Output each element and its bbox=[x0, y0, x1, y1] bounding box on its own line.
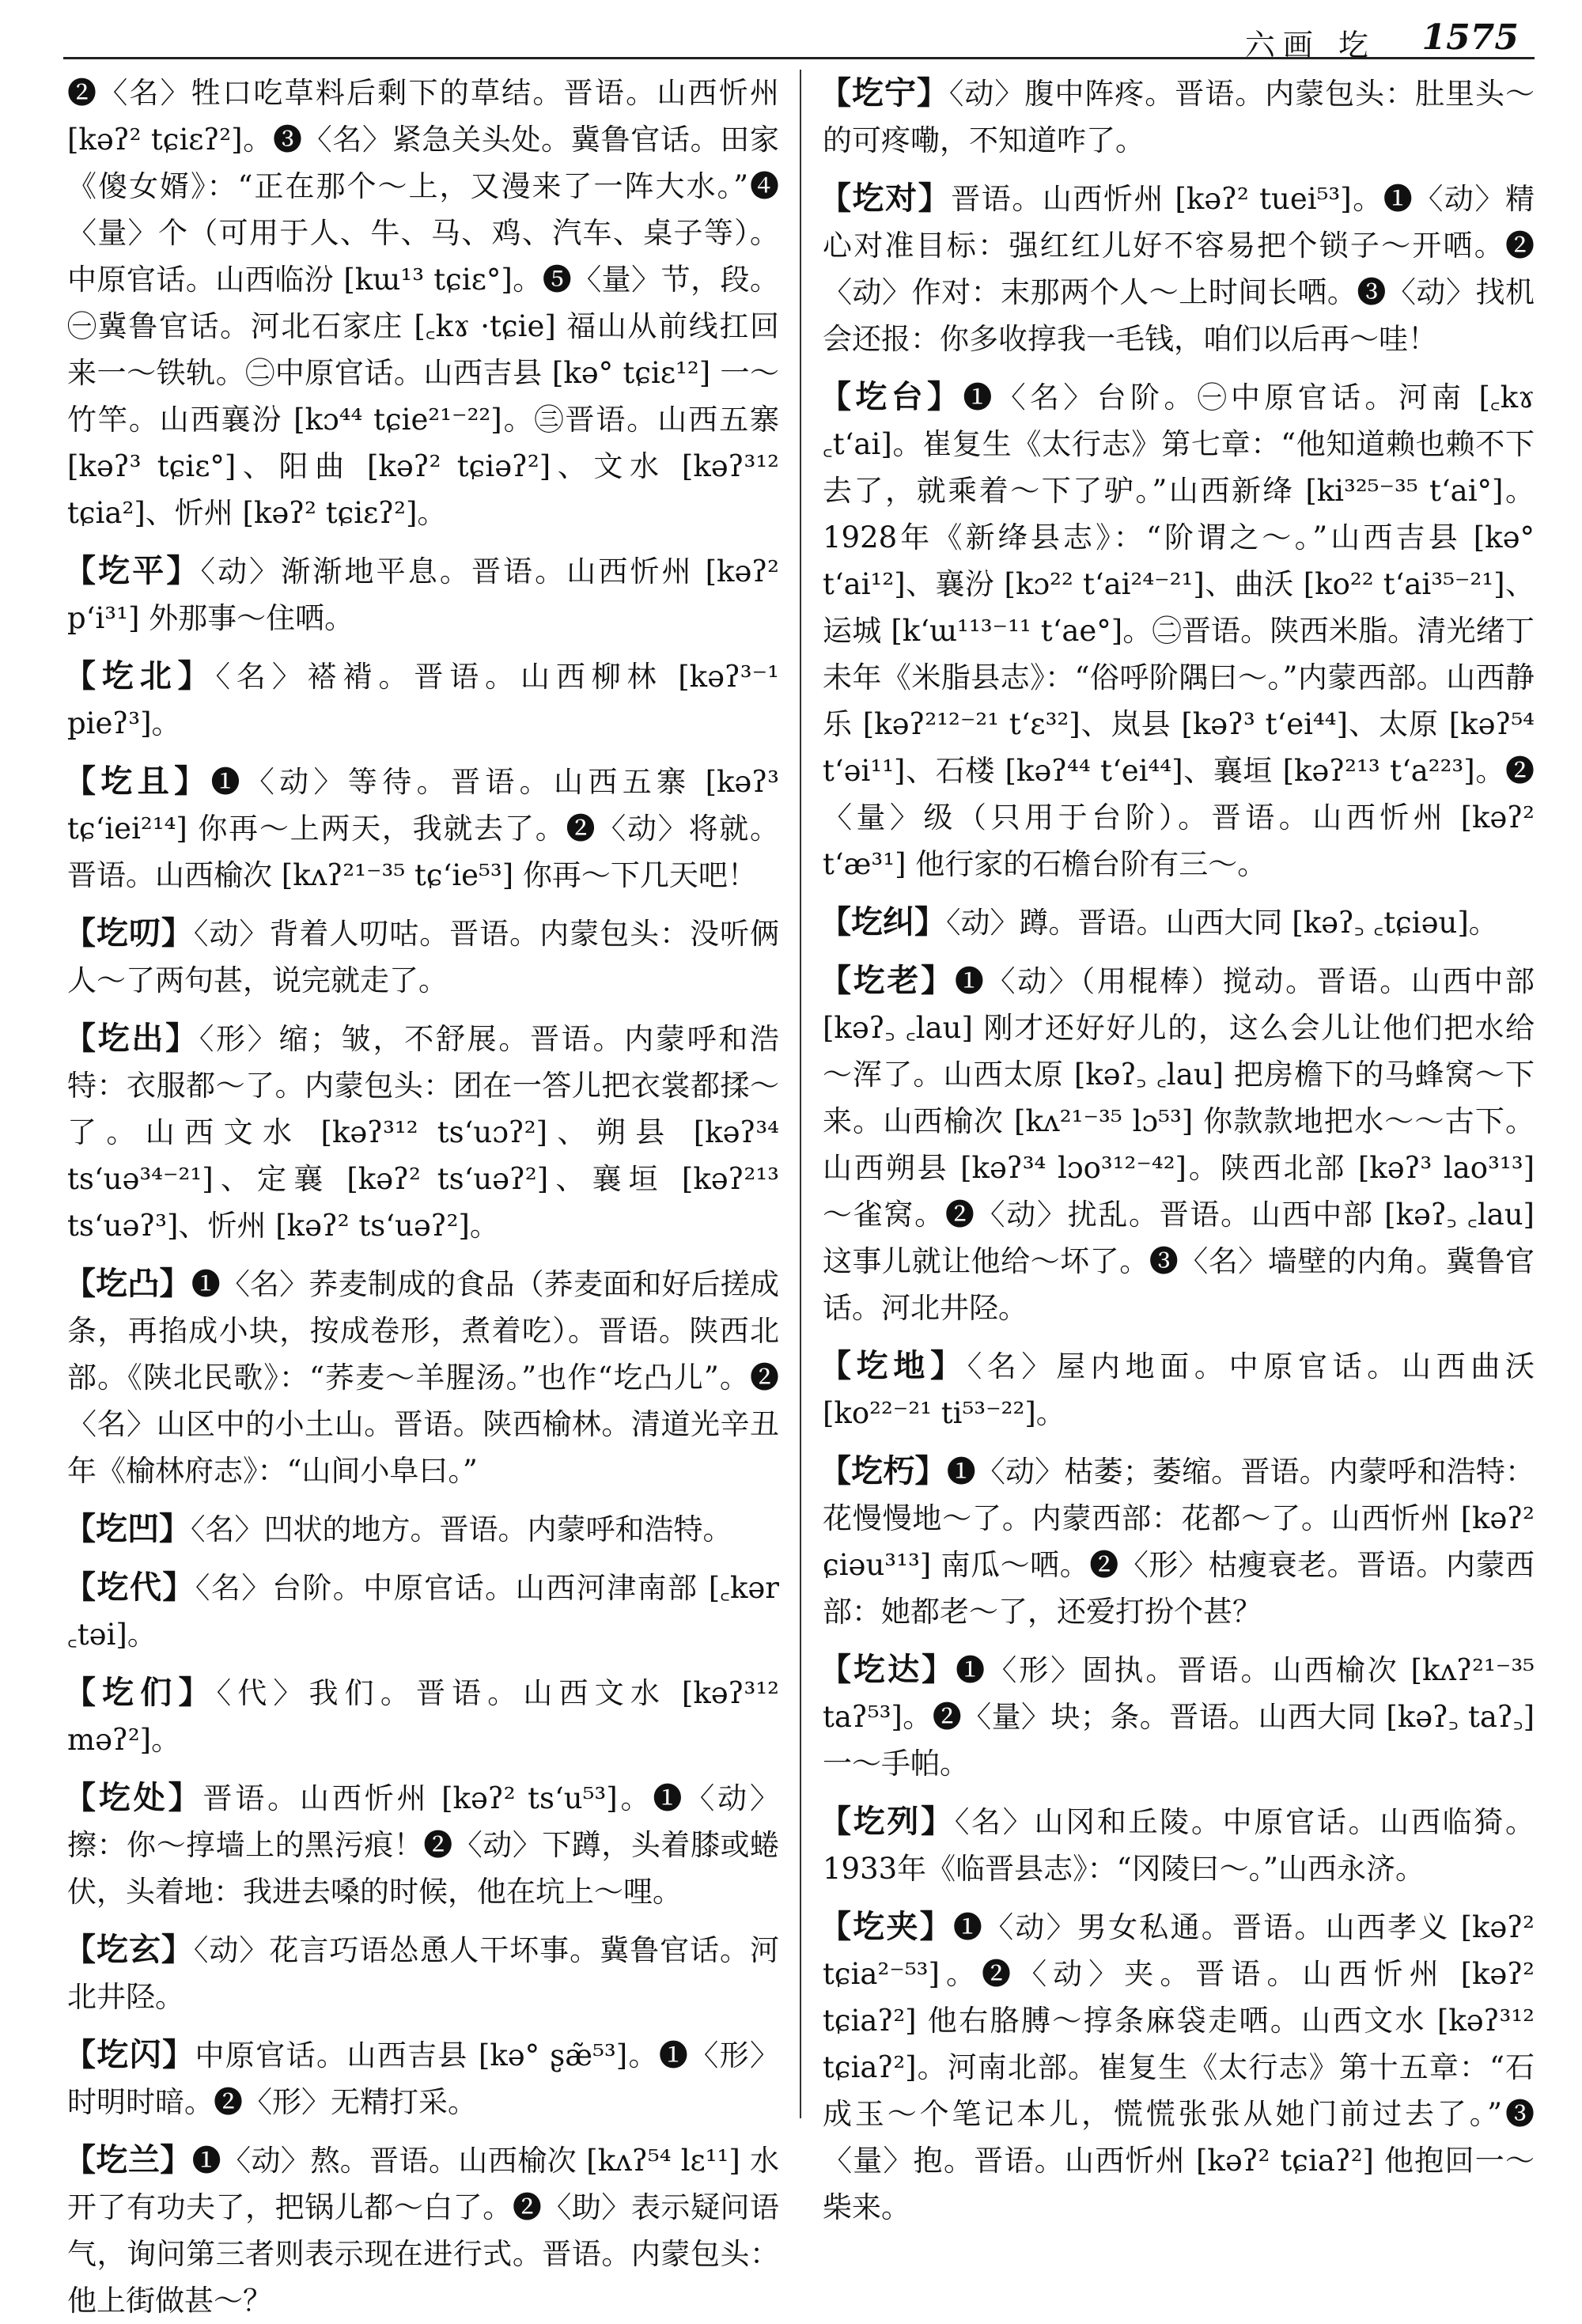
entry-body: ❶〈动〉枯萎；萎缩。晋语。内蒙呼和浩特：花慢慢地～了。内蒙西部：花都～了。山西忻州 [kəʔ² ɕiəu³¹³] 南瓜～哂。❷〈形〉枯瘦衰老。晋语。内蒙西部：她都老～了，还爱打扮个甚？ bbox=[823, 1455, 1535, 1629]
entry-body: 〈名〉台阶。中原官话。山西河津南部 [꜀kər ꜀təi]。 bbox=[67, 1571, 779, 1652]
dictionary-entry bbox=[64, 1564, 779, 1658]
entry-headword: 【圪老】 bbox=[819, 962, 955, 999]
entry-body: ❶〈形〉固执。晋语。山西榆次 [kʌʔ²¹⁻³⁵ taʔ⁵³]。❷〈量〉块；条。晋语。山西大同 [kəʔ꜆ taʔ꜆] 一～手帕。 bbox=[823, 1653, 1535, 1781]
entry-headword: 【圪达】 bbox=[819, 1651, 956, 1688]
entry-body: 〈动〉腹中阵疼。晋语。内蒙包头：肚里头～的可疼嘞，不知道咋了。 bbox=[823, 77, 1535, 157]
entry-headword: 【圪闪】 bbox=[64, 2036, 195, 2073]
entry-headword: 【圪地】 bbox=[819, 1347, 967, 1384]
dictionary-entry bbox=[819, 175, 1535, 362]
dictionary-entry bbox=[819, 1448, 1535, 1635]
entry-headword: 【圪代】 bbox=[64, 1569, 195, 1606]
entry-headword: 【圪对】 bbox=[819, 180, 952, 217]
dictionary-entry bbox=[819, 1903, 1535, 2231]
dictionary-entry bbox=[64, 1505, 779, 1553]
entry-headword: 【圪且】 bbox=[64, 763, 211, 800]
entry-body: ❶〈名〉台阶。㊀中原官话。河南 [꜀kɤ ꜀tʻai]。崔复生《太行志》第七章：“他知道赖也赖不下去了，就乘着～下了驴。”山西新绛 [ki³²⁵⁻³⁵ tʻai°]。1928年《新绛县志》：“阶谓之～。”山西吉县 [kə° tʻai¹²]、襄汾 [kɔ²² tʻai²⁴⁻²¹]、曲沃 [ko²² tʻai³⁵⁻²¹]、运城 [kʻɯ¹¹³⁻¹¹ tʻae°]。㊁晋语。陕西米脂。清光绪丁未年《米脂县志》：“俗呼阶隅曰～。”内蒙西部。山西静乐 [kəʔ²¹²⁻²¹ tʻɛ³²]、岚县 [kəʔ³ tʻei⁴⁴]、太原 [kəʔ⁵⁴ tʻəi¹¹]、石楼 [kəʔ⁴⁴ tʻei⁴⁴]、襄垣 [kəʔ²¹³ tʻa²²³]。❷〈量〉级（只用于台阶）。晋语。山西忻州 [kəʔ² tʻæ³¹] 他行家的石檐台阶有三～。 bbox=[823, 380, 1535, 881]
entry-body: 〈动〉蹲。晋语。山西大同 [kəʔ꜆ ꜀tɕiəu]。 bbox=[946, 906, 1498, 940]
dictionary-entry bbox=[64, 1774, 779, 1915]
entry-body: 〈名〉山冈和丘陵。中原官话。山西临猗。1933年《临晋县志》：“冈陵曰～。”山西永济。 bbox=[823, 1805, 1535, 1886]
dictionary-entry bbox=[64, 1669, 779, 1763]
dictionary-entry bbox=[819, 899, 1535, 946]
right-column bbox=[819, 70, 1535, 2224]
column-divider bbox=[800, 70, 801, 2118]
entry-headword: 【圪台】 bbox=[819, 378, 963, 415]
dictionary-entry bbox=[819, 1342, 1535, 1436]
dictionary-entry bbox=[64, 1015, 780, 1249]
entry-body: 〈名〉褡褙。晋语。山西柳林 [kəʔ³⁻¹ pieʔ³]。 bbox=[67, 660, 779, 740]
entry-headword: 【圪平】 bbox=[64, 552, 201, 589]
dictionary-entry bbox=[819, 373, 1535, 888]
dictionary-entry bbox=[64, 2031, 780, 2125]
entry-headword: 【圪凹】 bbox=[64, 1510, 191, 1547]
entry-body: 〈名〉屋内地面。中原官话。山西曲沃 [ko²²⁻²¹ ti⁵³⁻²²]。 bbox=[823, 1349, 1535, 1430]
page-header bbox=[63, 8, 1535, 63]
entry-body: ❶〈动〉男女私通。晋语。山西孝义 [kəʔ² tɕia²⁻⁵³]。❷〈动〉夹。晋语。山西忻州 [kəʔ² tɕiaʔ²] 他右胳膊～㨃条麻袋走哂。山西文水 [kəʔ³¹² tɕiaʔ²]。河南北部。崔复生《太行志》第十五章：“石成玉～个笔记本儿，慌慌张张从她门前过去了。”❸〈量〉抱。晋语。山西忻州 [kəʔ² tɕiaʔ²] 他抱回一～柴来。 bbox=[823, 1910, 1535, 2224]
entry-headword: 【圪出】 bbox=[64, 1020, 199, 1057]
entry-headword: 【圪叨】 bbox=[64, 914, 194, 952]
entry-body: ❶〈动〉等待。晋语。山西五寨 [kəʔ³ tɕʻiei²¹⁴] 你再～上两天，我就去了。❷〈动〉将就。晋语。山西榆次 [kʌʔ²¹⁻³⁵ tɕʻie⁵³] 你再～下几天吧！ bbox=[67, 765, 779, 892]
entry-body: ❷〈名〉牲口吃草料后剩下的草结。晋语。山西忻州 [kəʔ² tɕiɛʔ²]。❸〈名〉紧急关头处。冀鲁官话。田家《傻女婿》：“正在那个～上，又漫来了一阵大水。”❹〈量〉个（可用于人、牛、马、鸡、汽车、桌子等）。中原官话。山西临汾 [kɯ¹³ tɕiɛ°]。❺〈量〉节，段。㊀冀鲁官话。河北石家庄 [꜀kɤ ·tɕie] 福山从前线扛回来一～铁轨。㊁中原官话。山西吉县 [kə° tɕiɛ¹²] 一～竹竿。山西襄汾 [kɔ⁴⁴ tɕie²¹⁻²²]。㊂晋语。山西五寨 [kəʔ³ tɕiɛ°]、阳曲 [kəʔ² tɕiəʔ²]、文水 [kəʔ³¹² tɕia²]、忻州 [kəʔ² tɕiɛʔ²]。 bbox=[67, 76, 779, 530]
dictionary-entry bbox=[819, 70, 1535, 164]
entry-body: ❶〈动〉（用棍棒）搅动。晋语。山西中部 [kəʔ꜆ ꜀lau] 刚才还好好儿的，这么会儿让他们把水给～浑了。山西太原 [kəʔ꜆ ꜀lau] 把房檐下的马蜂窝～下来。山西榆次 [kʌ²¹⁻³⁵ lɔ⁵³] 你款款地把水～～古下。山西朔县 [kəʔ³⁴ lɔo³¹²⁻⁴²]。陕西北部 [kəʔ³ lao³¹³] ～雀窝。❷〈动〉扰乱。晋语。山西中部 [kəʔ꜆ ꜀lau] 这事儿就让他给～坏了。❸〈名〉墙壁的内角。冀鲁官话。河北井陉。 bbox=[823, 964, 1535, 1325]
entry-body: 〈动〉花言巧语怂恿人干坏事。冀鲁官话。河北井陉。 bbox=[67, 1933, 780, 2014]
dictionary-entry bbox=[819, 957, 1535, 1331]
entry-headword: 【圪朽】 bbox=[819, 1452, 947, 1489]
entry-headword: 【圪玄】 bbox=[64, 1931, 194, 1968]
entry-body: 〈名〉凹状的地方。晋语。内蒙呼和浩特。 bbox=[191, 1512, 732, 1546]
dictionary-entry bbox=[64, 1260, 780, 1494]
entry-headword: 【圪处】 bbox=[64, 1779, 203, 1816]
dictionary-entry bbox=[819, 1646, 1535, 1787]
running-head: 六画 圪 bbox=[1244, 28, 1376, 62]
header-rule bbox=[63, 57, 1535, 59]
entry-headword: 【圪凸】 bbox=[64, 1265, 191, 1302]
entry-headword: 【圪纠】 bbox=[819, 903, 946, 941]
entry-body: 晋语。山西忻州 [kəʔ² tsʻu⁵³]。❶〈动〉擦：你～㨃墙上的黑污痕！❷〈动〉下蹲，头着膝或蜷伏，头着地：我进去嗓的时候，他在坑上～哩。 bbox=[67, 1781, 779, 1909]
dictionary-entry bbox=[64, 1926, 780, 2020]
entry-body: 晋语。山西忻州 [kəʔ² tuei⁵³]。❶〈动〉精心对准目标：强红红儿好不容易把个锁子～开哂。❷〈动〉作对：末那两个人～上时间长哂。❸〈动〉找机会还报：你多收㨃我一毛钱，咱们以后再～哇！ bbox=[823, 182, 1535, 356]
entry-headword: 【圪列】 bbox=[819, 1803, 955, 1840]
entry-body: 〈动〉渐渐地平息。晋语。山西忻州 [kəʔ² pʻi³¹] 外那事～住哂。 bbox=[67, 555, 780, 635]
entry-headword: 【圪们】 bbox=[64, 1674, 217, 1711]
entry-headword: 【圪北】 bbox=[64, 657, 216, 695]
entry-body: ❶〈动〉熬。晋语。山西榆次 [kʌʔ⁵⁴ lɛ¹¹] 水开了有功夫了，把锅儿都～白了。❷〈助〉表示疑问语气，询问第三者则表示现在进行式。晋语。内蒙包头：他上街做甚～？ bbox=[67, 2144, 779, 2318]
entry-headword: 【圪夹】 bbox=[819, 1908, 953, 1945]
entry-headword: 【圪兰】 bbox=[64, 2141, 192, 2178]
page-number: 1575 bbox=[1421, 17, 1519, 58]
entry-body: ❶〈名〉荞麦制成的食品（荞麦面和好后搓成条，再掐成小块，按成卷形，煮着吃）。晋语。陕西北部。《陕北民歌》：“荞麦～羊腥汤。”也作“圪凸儿”。❷〈名〉山区中的小土山。晋语。陕西榆林。清道光辛丑年《榆林府志》：“山间小阜曰。” bbox=[67, 1267, 780, 1488]
left-column bbox=[64, 70, 780, 2318]
dictionary-entry-continued bbox=[67, 70, 779, 536]
dictionary-entry bbox=[64, 2137, 779, 2324]
entry-body: 〈形〉缩；皱，不舒展。晋语。内蒙呼和浩特：衣服都～了。内蒙包头：团在一答儿把衣裳都揉～了。山西文水 [kəʔ³¹² tsʻuɔʔ²]、朔县 [kəʔ³⁴ tsʻuə³⁴⁻²¹]、定襄 [kəʔ² tsʻuəʔ²]、襄垣 [kəʔ²¹³ tsʻuəʔ³]、忻州 [kəʔ² tsʻuəʔ²]。 bbox=[67, 1022, 780, 1243]
entry-body: 中原官话。山西吉县 [kə° ʂæ̃⁵³]。❶〈形〉时明时暗。❷〈形〉无精打采。 bbox=[67, 2038, 780, 2119]
dictionary-entry bbox=[64, 758, 779, 899]
entry-headword: 【圪宁】 bbox=[819, 74, 949, 112]
dictionary-entry bbox=[64, 547, 780, 642]
dictionary-entry bbox=[819, 1798, 1535, 1892]
dictionary-entry bbox=[64, 653, 779, 747]
entry-body: 〈动〉背着人叨咕。晋语。内蒙包头：没听俩人～了两句甚，说完就走了。 bbox=[67, 917, 780, 997]
entry-body: 〈代〉我们。晋语。山西文水 [kəʔ³¹² məʔ²]。 bbox=[67, 1676, 779, 1757]
dictionary-entry bbox=[64, 910, 780, 1004]
